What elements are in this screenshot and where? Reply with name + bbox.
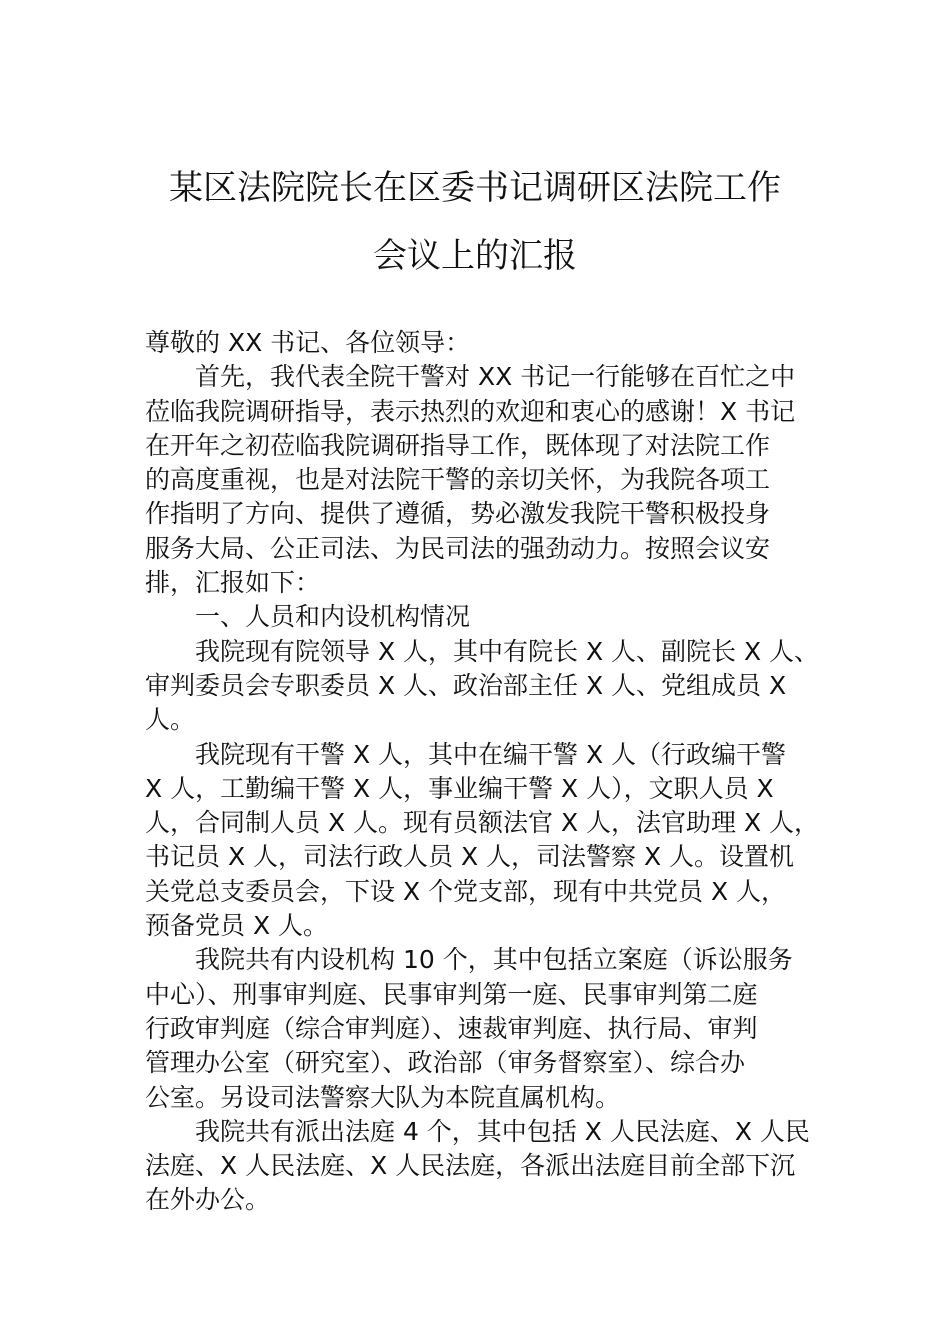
body-text-line: 公室。另设司法警察大队为本院直属机构。 <box>145 1082 621 1112</box>
body-text-line: 在外办公。 <box>145 1185 271 1215</box>
body-text-line: 书记员 X 人，司法行政人员 X 人，司法警察 X 人。设置机 <box>145 842 795 872</box>
document-title-line-2: 会议上的汇报 <box>373 236 577 276</box>
body-text-line: 我院共有派出法庭 4 个，其中包括 X 人民法庭、X 人民 <box>195 1116 810 1146</box>
body-text-line: 首先，我代表全院干警对 XX 书记一行能够在百忙之中 <box>195 362 796 392</box>
body-text-line: 我院现有干警 X 人，其中在编干警 X 人（行政编干警 <box>195 739 787 769</box>
document-title-line-1: 某区法院院长在区委书记调研区法院工作 <box>169 168 781 208</box>
body-text-line: 排，汇报如下： <box>145 568 321 598</box>
body-text-line: 行政审判庭（综合审判庭）、速裁审判庭、执行局、审判 <box>145 1013 758 1043</box>
body-text-line: 服务大局、公正司法、为民司法的强劲动力。按照会议安 <box>145 533 771 563</box>
document-body <box>145 326 820 1218</box>
body-text-line: 关党总支委员会，下设 X 个党支部，现有中共党员 X 人， <box>145 876 787 906</box>
body-text-line: 一、人员和内设机构情况 <box>195 602 471 632</box>
body-text-line: 莅临我院调研指导，表示热烈的欢迎和衷心的感谢！X 书记 <box>145 396 796 426</box>
body-text-line: 尊敬的 XX 书记、各位领导： <box>145 328 471 357</box>
body-text-line: 人，合同制人员 X 人。现有员额法官 X 人，法官助理 X 人， <box>145 808 820 838</box>
body-text-line: 管理办公室（研究室）、政治部（审务督察室）、综合办 <box>145 1048 746 1078</box>
body-text-line: 作指明了方向、提供了遵循，势必激发我院干警积极投身 <box>145 499 771 529</box>
body-text-line: 的高度重视，也是对法院干警的亲切关怀，为我院各项工 <box>145 465 771 495</box>
body-text-line: 中心）、刑事审判庭、民事审判第一庭、民事审判第二庭 <box>145 979 758 1009</box>
body-text-line: 我院现有院领导 X 人，其中有院长 X 人、副院长 X 人、 <box>195 636 820 666</box>
body-text-line: 预备党员 X 人。 <box>145 911 329 941</box>
body-text-line: 我院共有内设机构 10 个，其中包括立案庭（诉讼服务 <box>195 945 793 975</box>
body-text-line: X 人，工勤编干警 X 人，事业编干警 X 人），文职人员 X <box>145 773 774 803</box>
body-text-line: 法庭、X 人民法庭、X 人民法庭，各派出法庭目前全部下沉 <box>145 1151 796 1181</box>
body-text-line: 审判委员会专职委员 X 人、政治部主任 X 人、党组成员 X <box>145 670 787 700</box>
body-text-line: 人。 <box>145 705 196 735</box>
body-text-line: 在开年之初莅临我院调研指导工作，既体现了对法院工作 <box>145 430 771 460</box>
